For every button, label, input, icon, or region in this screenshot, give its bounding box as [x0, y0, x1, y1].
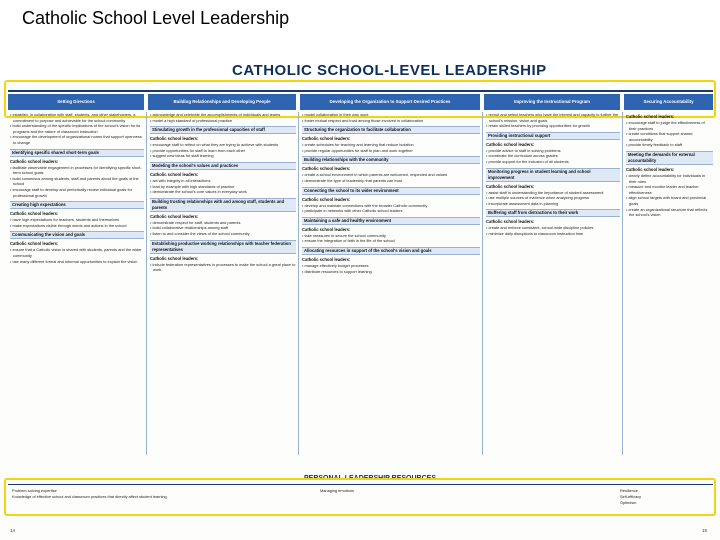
list-item: • manage effectively budget processes — [302, 263, 480, 269]
section-heading: Structuring the organization to facilitate collaboration — [302, 126, 480, 134]
list-item: • encourage staff to develop and periodically review individual goals for professional growth — [10, 187, 144, 198]
list-item: • participate in networks with other Catholic school leaders — [302, 208, 480, 214]
section-heading: Identifying specific shared short-term goals — [10, 149, 144, 157]
list-item: • ensure the integration of faith in the life of the school — [302, 238, 480, 244]
list-item: • encourage staff to reflect on what they are trying to achieve with students — [150, 142, 296, 148]
section-heading: Building trusting relationships with and among staff, students and parents — [150, 198, 296, 212]
section-heading: Creating high expectations — [10, 201, 144, 209]
list-item: • acknowledge and celebrate the accomplishments of individuals and teams — [150, 112, 296, 118]
section-heading: Modeling the school's values and practices — [150, 162, 296, 170]
section-heading: Buffering staff from distractions to their work — [486, 209, 620, 217]
list-item: • create and enforce consistent, school-wide discipline policies — [486, 225, 620, 231]
list-item: • assist staff in understanding the importance of student assessment — [486, 190, 620, 196]
list-item: • lead by example with high standards of practice — [150, 184, 296, 190]
section-heading: Monitoring progress in student learning and school improvement — [486, 168, 620, 182]
column-securing-accountability — [626, 112, 713, 455]
list-item: • act with integrity in all interactions — [150, 178, 296, 184]
section-subheading: Catholic school leaders: — [302, 226, 351, 232]
resource-item: Problem-solving expertise — [12, 488, 57, 493]
section-subheading: Catholic school leaders: — [626, 114, 675, 119]
leadership-poster — [0, 50, 720, 540]
list-item: • foster mutual respect and trust among those involved in collaboration — [302, 118, 480, 124]
column-divider — [298, 112, 299, 455]
section-heading: Meeting the demands for external accountability — [626, 151, 713, 165]
page-number-right: 15 — [702, 528, 708, 533]
list-item: • recruit and select teachers who have the interest and capacity to further the school's mission, vision and goals — [486, 112, 620, 123]
column-developing-organization — [302, 112, 480, 455]
section-heading: Building relationships with the community — [302, 156, 480, 164]
list-item: • provide timely feedback to staff — [626, 142, 713, 148]
list-item: • distribute resources to support learning — [302, 269, 480, 275]
list-item: • facilitate observable engagement in processes for identifying specific short-term school goals — [10, 165, 144, 176]
section-heading: Establishing productive working relationships with teacher federation representatives — [150, 240, 296, 254]
list-item: • take measures to secure the school community — [302, 233, 480, 239]
list-item: • create schedules for teaching and learning that reduce isolation — [302, 142, 480, 148]
section-subheading: Catholic school leaders: — [302, 136, 351, 142]
section-subheading: Catholic school leaders: — [150, 255, 199, 261]
page-number-left: 14 — [10, 528, 16, 533]
list-item: • provide advice to staff in solving problems — [486, 148, 620, 154]
list-item: • create a school environment in which parents are welcomed, respected and valued — [302, 172, 480, 178]
list-item: • encourage staff to judge the effectiveness of their practices — [626, 120, 713, 131]
list-item: • build collaborative relationships among staff — [150, 225, 296, 231]
list-item: • establish, in collaboration with staff, students, and other stakeholders, a commitment to purpose and achievable for the school community — [10, 112, 144, 123]
column-divider — [146, 112, 147, 455]
list-item: • incorporate assessment data in planning — [486, 201, 620, 207]
list-item: • build understanding of the specific implications of the school's vision for its programs and the nature of classroom instruction — [10, 123, 144, 134]
list-item: • include federation representatives in processes to make the school a great place to work — [150, 262, 296, 273]
section-heading: Connecting the school to its wider environment — [302, 187, 480, 195]
column-setting-directions — [10, 112, 144, 455]
resource-item: Resilience — [620, 488, 638, 493]
section-heading: Stimulating growth in the professional capacities of staff — [150, 126, 296, 134]
list-item: • measure and monitor leader and teacher effectiveness — [626, 184, 713, 195]
list-item: • encourage the development of organizational norms that support openness to change — [10, 134, 144, 145]
section-subheading: Catholic school leaders: — [150, 213, 199, 219]
section-heading: Providing instructional support — [486, 132, 620, 140]
list-item: • retain skilled teachers by providing opportunities for growth — [486, 123, 620, 129]
list-item: • model a high standard of professional practice — [150, 118, 296, 124]
column-header-developing-organization: Developing the Organization to Support Desired Practices — [329, 99, 451, 104]
slide-title: Catholic School Level Leadership — [22, 8, 290, 28]
section-subheading: Catholic school leaders: — [626, 166, 675, 172]
section-subheading: Catholic school leaders: — [302, 166, 351, 172]
section-subheading: Catholic school leaders: — [486, 183, 535, 189]
list-item: • use many different formal and informal opportunities to explain the vision — [10, 259, 144, 265]
section-heading: Allocating resources in support of the school's vision and goals — [302, 247, 480, 255]
resource-item: Self-efficacy — [620, 494, 642, 499]
list-item: • demonstrate the school's core values in everyday work — [150, 189, 296, 195]
resource-item: Optimism — [620, 500, 637, 505]
list-item: • have high expectations for teachers, students and themselves — [10, 217, 144, 223]
column-header-setting-directions: Setting Directions — [57, 99, 95, 104]
column-header-improving-instruction: Improving the Instructional Program — [514, 99, 590, 104]
resources-title: PERSONAL LEADERSHIP RESOURCES — [304, 475, 436, 482]
poster-title: CATHOLIC SCHOOL-LEVEL LEADERSHIP — [232, 62, 547, 79]
list-item: • listen to and consider the views of the school community — [150, 231, 296, 237]
list-item: • build consensus among students, staff and parents about the goals of the school — [10, 176, 144, 187]
resource-item: Managing emotions — [320, 488, 354, 493]
column-improving-instruction — [486, 112, 620, 455]
section-heading: Communicating the vision and goals — [10, 231, 144, 239]
section-subheading: Catholic school leaders: — [150, 136, 199, 142]
list-item: • demonstrate the type of leadership that parents can trust — [302, 178, 480, 184]
section-subheading: Catholic school leaders: — [302, 196, 351, 202]
list-item: • create conditions that support shared accountability — [626, 131, 713, 142]
list-item: • ensure that a Catholic vision is shared with students, parents and the wider community — [10, 247, 144, 258]
list-item: • coordinate the curriculum across grades — [486, 153, 620, 159]
list-item: • align school targets with board and provincial goals — [626, 195, 713, 206]
list-item: • provide support for the inclusion of all students — [486, 159, 620, 165]
section-subheading: Catholic school leaders: — [486, 219, 535, 225]
list-item: • develop and maintain connections with the broader Catholic community — [302, 203, 480, 209]
list-item: • model collaboration in their own work — [302, 112, 480, 118]
list-item: • make expectations visible through words and actions in the school — [10, 223, 144, 229]
list-item: • clearly define accountability for individuals in their roles — [626, 173, 713, 184]
list-item: • minimize daily disruptions to classroom instruction time — [486, 231, 620, 237]
section-subheading: Catholic school leaders: — [302, 256, 351, 262]
section-subheading: Catholic school leaders: — [10, 211, 59, 217]
list-item: • use multiple sources of evidence when analyzing progress — [486, 195, 620, 201]
column-divider — [482, 112, 483, 455]
section-heading: Maintaining a safe and healthy environment — [302, 217, 480, 225]
section-subheading: Catholic school leaders: — [10, 241, 59, 247]
resource-item: Knowledge of effective school and classroom practices that directly affect student learning — [12, 494, 167, 499]
section-subheading: Catholic school leaders: — [10, 158, 59, 164]
column-header-building-relationships: Building Relationships and Developing People — [173, 99, 271, 104]
list-item: • provide opportunities for staff to learn from each other — [150, 148, 296, 154]
list-item: • suggest new ideas for staff learning — [150, 153, 296, 159]
list-item: • provide regular opportunities for staff to plan and work together — [302, 148, 480, 154]
column-building-relationships — [150, 112, 296, 455]
list-item: • demonstrate respect for staff, students and parents — [150, 220, 296, 226]
list-item: • create an organizational structure that reflects the school's vision — [626, 207, 713, 218]
column-divider — [622, 112, 623, 455]
column-header-securing-accountability: Securing Accountability — [643, 99, 694, 104]
section-subheading: Catholic school leaders: — [150, 171, 199, 177]
section-subheading: Catholic school leaders: — [486, 141, 535, 147]
